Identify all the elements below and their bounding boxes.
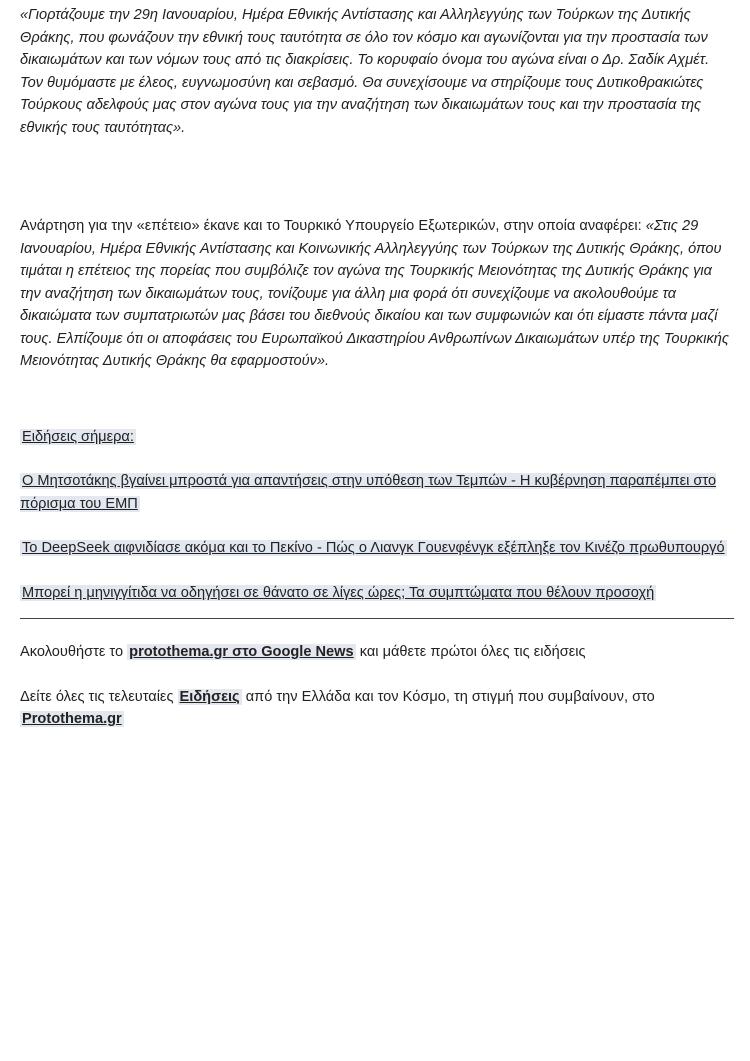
google-news-paragraph [20,641,732,664]
latest-text-middle: από την Ελλάδα και τον Κόσμο, τη στιγμή που συμβαίνουν, στο [241,688,655,705]
news-link-1[interactable]: Ο Μητσοτάκης βγαίνει μπροστά για απαντήσεις στην υπόθεση των Τεμπών - Η κυβέρνηση παραπέμπει στο πόρισμα του ΕΜΠ [20,473,717,512]
protothema-link[interactable]: Protothema.gr [22,711,122,727]
ministry-paragraph [20,215,732,373]
google-news-link[interactable]: protothema.gr στο Google News [129,644,354,660]
follow-text-after: και μάθετε πρώτοι όλες τις ειδήσεις [355,644,586,660]
divider [20,618,734,619]
news-link-2[interactable]: Το DeepSeek αιφνιδίασε ακόμα και το Πεκίνο - Πώς ο Λιανγκ Γουενφένγκ εξέπληξε τον Κινέζο πρωθυπουργό [22,540,725,556]
quote-paragraph: «Γιορτάζουμε την 29η Ιανουαρίου, Ημέρα Εθνικής Αντίστασης και Αλληλεγγύης των Τούρκων της Δυτικής Θράκης, που φωνάζουν την εθνική τους ταυτότητα σε όλο τον κόσμο και αγωνίζονται για την προστασία των δικαιωμάτων και των νόμων τους από τις διακρίσεις. Το κορυφαίο όνομα του αγώνα είναι ο Δρ. Σαδίκ Αχμέτ. Τον θυμόμαστε με έλεος, ευγνωμοσύνη και σεβασμό. Θα συνεχίσουμε να στηρίζουμε τους Δυτικοθρακιώτες Τούρκους αδελφούς μας στον αγώνα τους για την αναζήτηση των δικαιωμάτων τους και την προστασία της εθνικής τους ταυτότητας». [20,7,710,136]
news-link-3[interactable]: Μπορεί η μηνιγγίτιδα να οδηγήσει σε θάνατο σε λίγες ώρες; Τα συμπτώματα που θέλουν προσοχή [22,584,655,601]
latest-news-paragraph [20,686,732,731]
news-today-link[interactable]: Ειδήσεις σήμερα: [22,428,134,445]
ministry-intro: Ανάρτηση για την «επέτειο» έκανε και το Τουρκικό Υπουργείο Εξωτερικών, στην οποία αναφέρει: [20,218,646,234]
article-page [20,4,732,731]
news-section-link[interactable]: Ειδήσεις [179,688,240,705]
follow-text: Ακολουθήστε το [20,644,128,660]
latest-text: Δείτε όλες τις τελευταίες [20,688,178,705]
ministry-quote: «Στις 29 Ιανουαρίου, Ημέρα Εθνικής Αντίστασης και Κοινωνικής Αλληλεγγύης των Τούρκων της Δυτικής Θράκης, όπου τιμάται η επέτειος της πορείας που συμβόλιζε τον αγώνα της Τουρκικής Μειονότητας της Δυτικής Θράκης για την αναζήτηση των δικαιωμάτων τους, τονίζουμε για άλλη μια φορά ότι συνεχίζουμε να ακολουθούμε τα δικαιώματα των συμπατριωτών μας βάσει του διεθνούς δικαίου και των συμφωνιών και ότι είμαστε πάντα μαζί τους. Ελπίζουμε ότι οι αποφάσεις του Ευρωπαϊκού Δικαστηρίου Ανθρωπίνων Δικαιωμάτων υπέρ της Τουρκικής Μειονότητας Δυτικής Θράκης θα εφαρμοστούν». [20,218,729,369]
